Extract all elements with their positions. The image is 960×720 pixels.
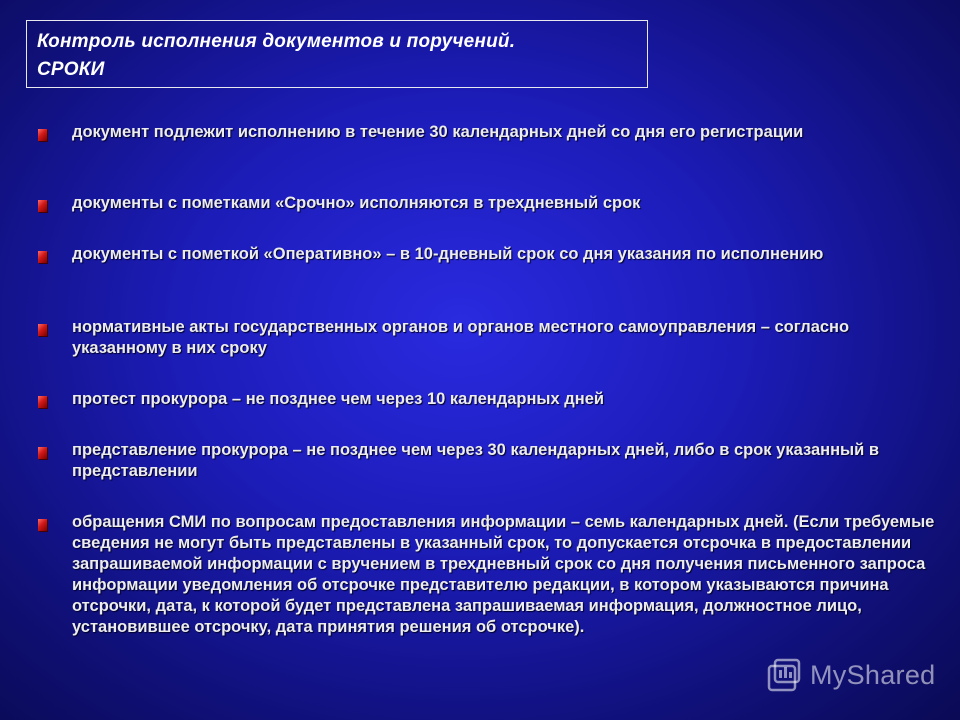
bullet-marker-icon <box>38 129 47 141</box>
bullet-text: документы с пометками «Срочно» исполняются в трехдневный срок <box>72 194 641 212</box>
bullet-text: протест прокурора – не позднее чем через 10 календарных дней <box>72 390 605 408</box>
slide-title-box <box>26 20 648 88</box>
slide-title: Контроль исполнения документов и поручений. <box>37 31 516 52</box>
bullet-marker-icon <box>38 519 47 531</box>
bullet-text: документы с пометкой «Оперативно» – в 10-дневный срок со дня указания по исполнению <box>72 245 824 263</box>
bullet-text: обращения СМИ по вопросам предоставления информации – семь календарных дней. (Если требуемые сведения не могут быть представлены в указанный срок, то допускается отсрочка в предоставлении запрашиваемой информации с вручением в трехдневный срок со дня получения письменного запроса информации уведомления об отсрочке представителю редакции, в котором указываются причина отсрочки, дата, к которой будет представлена запрашиваемая информация, должностное лицо, установившее отсрочку, дата принятия решения об отсрочке). <box>72 513 935 636</box>
bullet-text: документ подлежит исполнению в течение 30 календарных дней со дня его регистрации <box>72 123 804 141</box>
slide-subtitle: СРОКИ <box>37 59 105 80</box>
watermark <box>766 656 935 694</box>
bullet-marker-icon <box>38 324 47 336</box>
bullet-marker-icon <box>38 396 47 408</box>
bullet-text: нормативные акты государственных органов и органов местного самоуправления – согласно указанному в них сроку <box>72 318 850 357</box>
bullet-marker-icon <box>38 447 47 459</box>
bullet-marker-icon <box>38 200 47 212</box>
myshared-logo-icon <box>766 657 802 693</box>
bullet-marker-icon <box>38 251 47 263</box>
watermark-text: MyShared <box>810 659 936 690</box>
bullet-text: представление прокурора – не позднее чем через 30 календарных дней, либо в срок указанный в представлении <box>72 441 880 480</box>
